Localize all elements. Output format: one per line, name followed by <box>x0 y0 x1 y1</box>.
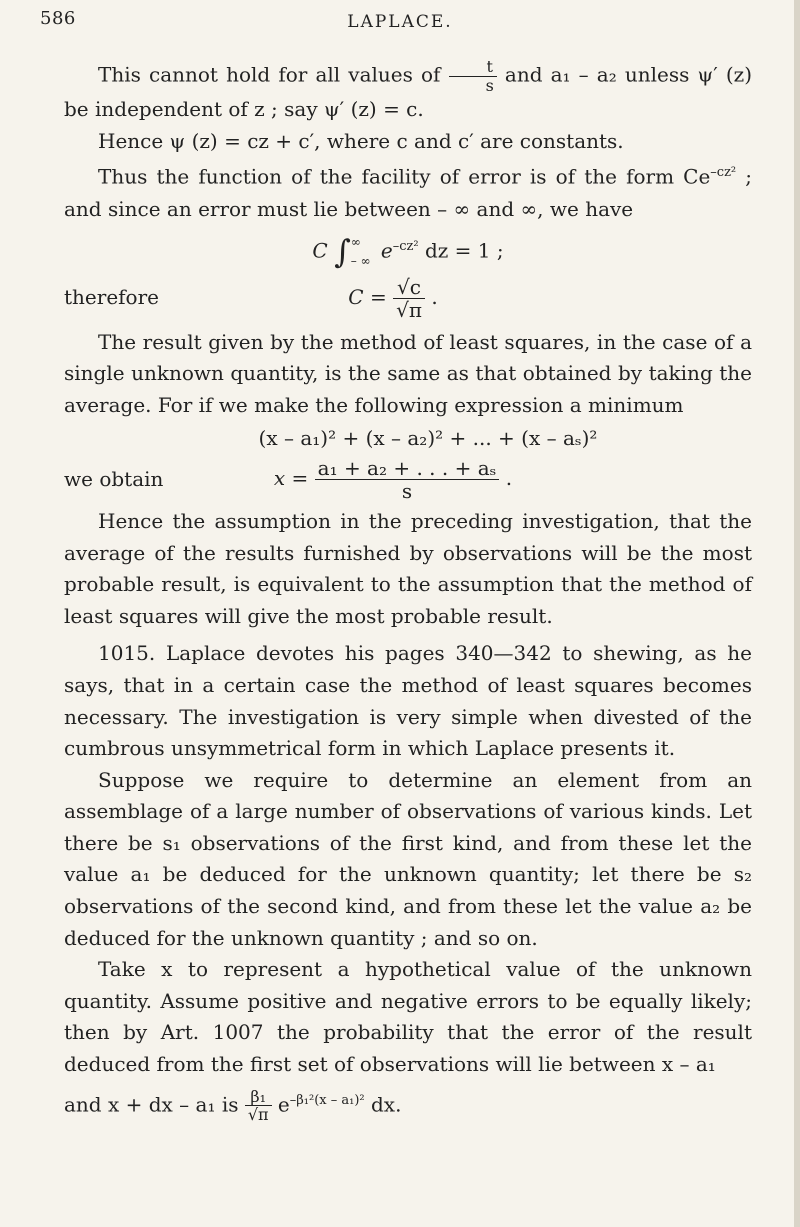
fraction-beta-over-sqrt-pi: $\frac{\text{β₁}}{√\pi}$ <box>245 1088 272 1124</box>
paragraph-3: Thus the function of the facility of error is of the form $Ce^{-cz^2}$ ; and since an error must lie between – ∞ and ∞, we have <box>64 165 752 221</box>
paragraph-7: Suppose we require to determine an element from an assemblage of a large number of observations of various kinds. Let there be s₁ observations of the first kind, and from these let the value a₁ be deduced for the unknown quantity; let there be s₂ observations of the second kind, and from these let the value a₂ be deduced for the unknown quantity ; and so on. <box>64 767 752 950</box>
paragraph-8: Take x to represent a hypothetical value of the unknown quantity. Assume positive and negative errors to be equally likely; then by Art. 1007 the probability that the error of the result deduced from the first set of observations will lie between x – a₁ <box>64 957 752 1077</box>
page-number: 586 <box>40 8 76 29</box>
paragraph-4: The result given by the method of least squares, in the case of a single unknown quantity, is the same as that obtained by taking the average. For if we make the following expression a minimum <box>64 329 752 417</box>
paragraph-6: 1015. Laplace devotes his pages 340—342 to shewing, as he says, that in a certain case the method of least squares becomes necessary. The investigation is very simple when divested of the cumbrous unsymmetrical form in which Laplace presents it. <box>64 641 752 761</box>
paragraph-5: Hence the assumption in the preceding investigation, that the average of the results furnished by observations will be the most probable result, is equivalent to the assumption that the method of least squares will give the most probable result. <box>64 508 752 628</box>
equation-C: therefore C = $\frac{√c}{√\pi}$ . <box>64 274 438 322</box>
paragraph-1: This cannot hold for all values of $\frac{t}{s}$ and a₁ – a₂ unless ψ′ (z) be independent of z ; say ψ′ (z) = c. <box>64 57 752 122</box>
fraction-sum-over-s: $\frac{\text{a₁ + a₂ + . . . + aₛ}}{s}$ <box>315 457 500 502</box>
fraction-sqrt-c-over-sqrt-pi: $\frac{√c}{√\pi}$ <box>393 276 425 321</box>
sum-of-squares-expression: (x – a₁)² + (x – a₂)² + ... + (x – aₛ)² <box>258 426 598 451</box>
fraction-t-over-s: $\frac{t}{s}$ <box>449 58 497 94</box>
scan-edge <box>794 0 800 1227</box>
equation-x-average: we obtain x = $\frac{\text{a₁ + a₂ + . . . + aₛ}}{s}$ . <box>64 455 513 503</box>
running-title: LAPLACE. <box>347 12 453 32</box>
page-body <box>64 58 752 1124</box>
integral-limits: ∞ – ∞ <box>350 235 371 269</box>
paragraph-9: and x + dx – a₁ is $\frac{\text{β₁}}{√\pi}$ $e^{-\beta_1^2(x - a_1)^2}$ dx. <box>64 1086 402 1125</box>
integral-equation: C ∫ ∞ – ∞ $e^{-cz^2}$ dz = 1 ; <box>312 232 504 271</box>
integral-sign: ∫ <box>334 232 351 271</box>
paragraph-2: Hence ψ (z) = cz + c′, where c and c′ are constants. <box>98 128 624 153</box>
